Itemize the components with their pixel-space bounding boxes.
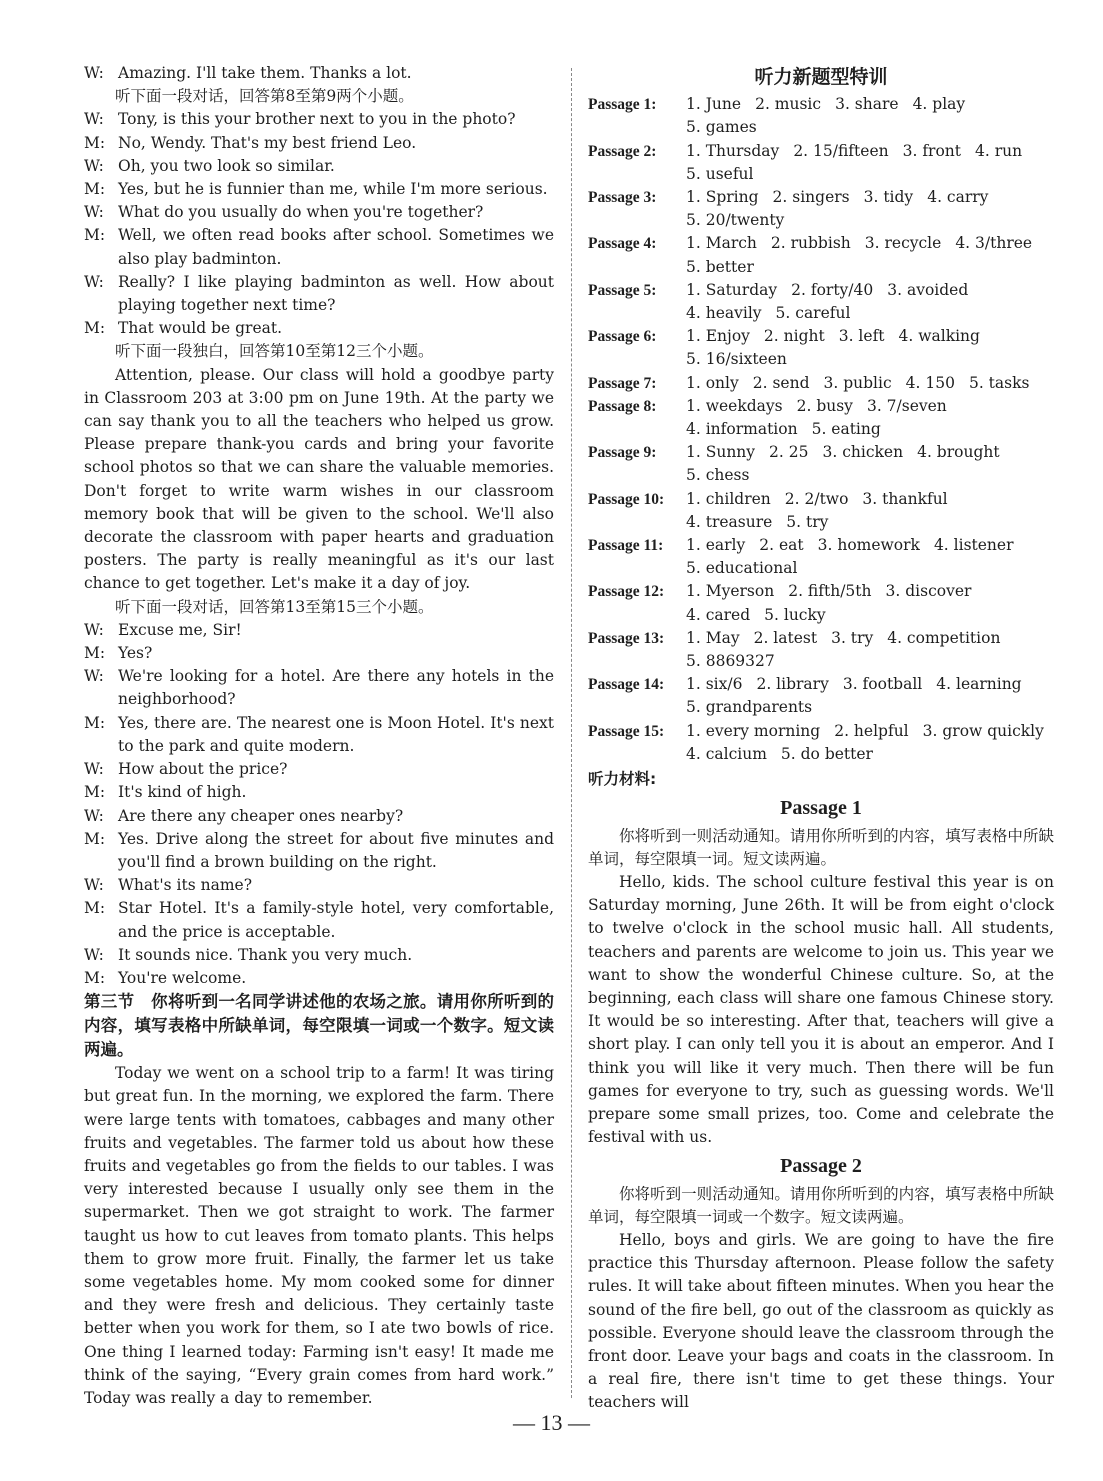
dialog-3 xyxy=(84,619,554,990)
answer-item: 1. Spring xyxy=(686,188,759,207)
answer-item: 5. educational xyxy=(686,559,798,578)
answer-item: 3. tidy xyxy=(863,188,914,207)
answer-item: 5. better xyxy=(686,257,754,276)
speaker-label: W: xyxy=(84,272,104,291)
answer-item: 5. useful xyxy=(686,164,754,183)
passage-2-instruction: 你将听到一则活动通知。请用你所听到的内容，填写表格中所缺单词，每空限填一词或一个数字。短文读两遍。 xyxy=(588,1184,1054,1226)
speaker-label: W: xyxy=(84,620,104,639)
answer-item: 5. tasks xyxy=(968,373,1030,392)
answer-item: 3. left xyxy=(838,327,885,346)
answer-item: 3. avoided xyxy=(887,280,969,299)
passage-label: Passage 9: xyxy=(588,444,657,462)
answer-item: 1. March xyxy=(686,234,757,253)
answer-item: 5. 16/sixteen xyxy=(686,350,787,369)
dialog-line xyxy=(84,805,554,828)
dialog-text: Yes, there are. The nearest one is Moon Hotel. It's next to the park and quite modern. xyxy=(118,713,554,755)
dialog-text: Star Hotel. It's a family-style hotel, very comfortable, and the price is acceptable. xyxy=(118,899,554,941)
answer-item: 3. thankful xyxy=(862,489,948,508)
passage-1-text: Hello, kids. The school culture festival this year is on Saturday morning, June 26th. It will be from eight o'clock to twelve o'clock in the school music hall. All students, teachers and parents are welcome to join us. This year we want to show the wonderful Chinese culture. So, at the beginning, each class will share one famous Chinese story. It would be so interesting. After that, teachers will give a short play. I can only tell you it is about an emperor. And I think you will like it very much. Then there will be fun games for everyone to try, such as guessing words. We'll prepare some small prizes, too. Come and celebrate the festival with us. xyxy=(588,872,1054,1147)
answer-item: 4. brought xyxy=(917,443,1000,462)
answer-row xyxy=(588,720,1054,766)
passage-label: Passage 7: xyxy=(588,374,657,392)
answer-item: 3. front xyxy=(902,141,962,160)
speaker-label: M: xyxy=(84,180,106,199)
answer-item: 1. Saturday xyxy=(686,280,778,299)
speaker-label: W: xyxy=(84,760,104,779)
dialog-line xyxy=(84,132,554,155)
answer-item: 2. 15/fifteen xyxy=(793,141,889,160)
dialog-line xyxy=(84,155,554,178)
answer-item: 2. rubbish xyxy=(770,234,851,253)
answer-item: 5. grandparents xyxy=(686,698,813,717)
dialog-line xyxy=(84,108,554,131)
answer-row xyxy=(588,372,1054,395)
dialog-text: No, Wendy. That's my best friend Leo. xyxy=(118,133,417,152)
answer-item: 1. weekdays xyxy=(686,396,783,415)
dialog-text: Yes? xyxy=(118,644,153,663)
dialog-text: We're looking for a hotel. Are there any hotels in the neighborhood? xyxy=(118,667,554,709)
dialog-line xyxy=(84,828,554,874)
passage-label: Passage 13: xyxy=(588,629,665,647)
answer-item: 5. games xyxy=(686,118,757,137)
answer-item: 1. Thursday xyxy=(686,141,780,160)
answer-item: 2. forty/40 xyxy=(791,280,874,299)
speaker-label: W: xyxy=(84,156,104,175)
materials-heading: 听力材料: xyxy=(588,770,657,789)
dialog-text: Excuse me, Sir! xyxy=(118,620,242,639)
dialog-text: How about the price? xyxy=(118,760,288,779)
dialog-text: That would be great. xyxy=(118,319,283,338)
answer-item: 2. latest xyxy=(753,628,818,647)
dialog-text: Oh, you two look so similar. xyxy=(118,156,335,175)
answer-item: 4. calcium xyxy=(686,744,767,763)
answer-item: 2. send xyxy=(752,373,810,392)
speaker-label: M: xyxy=(84,226,106,245)
page-number: — 13 — xyxy=(513,1410,590,1435)
dialog-line xyxy=(84,271,554,317)
dialog-line xyxy=(84,317,554,340)
answer-item: 3. football xyxy=(842,675,923,694)
dialog-line xyxy=(84,758,554,781)
passage-label: Passage 12: xyxy=(588,583,665,601)
passage-label: Passage 5: xyxy=(588,281,657,299)
speaker-label: M: xyxy=(84,783,106,802)
section-3-instruction: 第三节 你将听到一名同学讲述他的农场之旅。请用你所听到的内容，填写表格中所缺单词，每空限填一词或一个数字。短文读两遍。 xyxy=(84,992,554,1060)
speaker-label: W: xyxy=(84,667,104,686)
answer-row xyxy=(588,441,1054,487)
answer-item: 4. learning xyxy=(936,675,1022,694)
dialog-text: Really? I like playing badminton as well. How about playing together next time? xyxy=(118,272,554,315)
answer-item: 4. information xyxy=(686,420,798,439)
answer-row xyxy=(588,140,1054,186)
answer-item: 4. heavily xyxy=(686,304,762,323)
answer-item: 3. try xyxy=(831,628,874,647)
answer-item: 4. cared xyxy=(686,605,751,624)
answer-item: 3. discover xyxy=(885,582,972,601)
dialog-line xyxy=(84,178,554,201)
passage-label: Passage 15: xyxy=(588,722,665,740)
dialog-text: You're welcome. xyxy=(118,968,247,987)
answer-item: 4. competition xyxy=(887,628,1001,647)
answer-item: 5. eating xyxy=(811,420,881,439)
answer-item: 1. May xyxy=(686,628,740,647)
speaker-label: M: xyxy=(84,319,106,338)
dialog-line xyxy=(84,897,554,943)
answer-row xyxy=(588,325,1054,371)
answer-item: 2. music xyxy=(755,95,822,114)
passage-label: Passage 10: xyxy=(588,490,665,508)
dialog-line xyxy=(84,62,554,85)
speaker-label: W: xyxy=(84,806,104,825)
answer-item: 4. run xyxy=(975,141,1023,160)
passage-label: Passage 3: xyxy=(588,189,657,207)
dialog-line xyxy=(84,967,554,990)
instruction-10-12: 听下面一段独白，回答第10至第12三个小题。 xyxy=(115,342,434,361)
answer-item: 3. grow quickly xyxy=(922,721,1044,740)
passage-label: Passage 14: xyxy=(588,676,665,694)
monologue-text: Attention, please. Our class will hold a goodbye party in Classroom 203 at 3:00 pm on June 19th. At the party we can say thank you to all the teachers who helped us grow. Please prepare thank-you cards and bring your favorite school photos so that we can share the valuable memories. Don't forget to write warm wishes in our classroom memory book that will be given to the school. We'll also decorate the classroom with paper hearts and graduation posters. The party is really meaningful as it's our last chance to get together. Let's make it a day of joy. xyxy=(84,365,554,593)
answer-item: 4. 3/three xyxy=(955,234,1033,253)
answer-item: 5. lucky xyxy=(764,605,826,624)
speaker-label: W: xyxy=(84,64,104,82)
answer-item: 2. singers xyxy=(772,188,850,207)
answer-row xyxy=(588,186,1054,232)
answer-row xyxy=(588,93,1054,139)
answer-item: 2. library xyxy=(756,675,829,694)
answer-row xyxy=(588,395,1054,441)
instruction-13-15: 听下面一段对话，回答第13至第15三个小题。 xyxy=(115,597,434,616)
answer-item: 1. every morning xyxy=(686,721,821,740)
answer-item: 3. share xyxy=(835,95,899,114)
farm-trip-text: Today we went on a school trip to a farm! It was tiring but great fun. In the morning, we explored the farm. There were large tents with tomatoes, cabbages and many other fruits and vegetables. The farmer told us about how these fruits and vegetables go from the fields to our tables. I was very interested because I usually only see them in the supermarket. Then we got straight to work. The farmer taught us how to cut leaves from tomato plants. This helps them to grow more fruit. Finally, the farmer let us take some vegetables home. My mom cooked some for dinner and they were fresh and delicious. They certainly taste better when you work for them, so I ate two bowls of rice. One thing I learned today: Farming isn't easy! It made me think of the saying, “Every grain comes from hard work.” Today was really a day to remember. xyxy=(84,1064,554,1407)
answer-item: 4. play xyxy=(912,95,966,114)
answer-item: 2. busy xyxy=(796,396,853,415)
answer-item: 5. chess xyxy=(686,466,750,485)
dialog-text: Amazing. I'll take them. Thanks a lot. xyxy=(118,64,412,82)
dialog-line xyxy=(84,665,554,711)
passage-label: Passage 8: xyxy=(588,397,657,415)
dialog-line xyxy=(84,712,554,758)
speaker-label: M: xyxy=(84,644,106,663)
answer-item: 5. do better xyxy=(780,744,873,763)
answer-item: 5. 20/twenty xyxy=(686,211,785,230)
answer-item: 5. try xyxy=(786,512,829,531)
answer-item: 4. listener xyxy=(933,536,1014,555)
dialog-line xyxy=(84,781,554,804)
speaker-label: W: xyxy=(84,945,104,964)
dialog-text: Are there any cheaper ones nearby? xyxy=(118,806,404,825)
dialog-1-end xyxy=(84,62,554,85)
speaker-label: M: xyxy=(84,713,106,732)
dialog-text: Well, we often read books after school. Sometimes we also play badminton. xyxy=(118,226,554,268)
answer-item: 2. helpful xyxy=(834,721,909,740)
dialog-2 xyxy=(84,108,554,340)
speaker-label: M: xyxy=(84,133,106,152)
passage-1-instruction: 你将听到一则活动通知。请用你所听到的内容，填写表格中所缺单词，每空限填一词。短文读两遍。 xyxy=(588,826,1054,868)
dialog-line xyxy=(84,619,554,642)
answer-key xyxy=(588,93,1054,766)
passage-label: Passage 6: xyxy=(588,328,657,346)
answer-item: 3. public xyxy=(823,373,892,392)
passage-label: Passage 4: xyxy=(588,235,657,253)
dialog-line xyxy=(84,201,554,224)
answer-item: 3. homework xyxy=(817,536,920,555)
answer-item: 2. night xyxy=(763,327,825,346)
passage-1-title: Passage 1 xyxy=(780,797,862,820)
passage-2-text: Hello, boys and girls. We are going to have the fire practice this Thursday afternoon. Please follow the safety rules. It will take about fifteen minutes. When you hear the sound of the fire bell, go out of the classroom as quickly as possible. Everyone should leave the classroom through the front door. Leave your bags and coats in the classroom. In a real fire, there isn't time to get these things. Your teachers will xyxy=(588,1230,1054,1412)
section-title: 听力新题型特训 xyxy=(754,66,888,88)
answer-item: 3. chicken xyxy=(822,443,904,462)
answer-item: 2. eat xyxy=(759,536,804,555)
answer-item: 1. June xyxy=(686,95,742,114)
answer-item: 3. 7/seven xyxy=(866,396,947,415)
answer-item: 4. 150 xyxy=(905,373,955,392)
answer-item: 2. 2/two xyxy=(784,489,849,508)
answer-row xyxy=(588,673,1054,719)
right-column xyxy=(588,62,1054,1415)
answer-row xyxy=(588,232,1054,278)
answer-item: 3. recycle xyxy=(864,234,942,253)
speaker-label: W: xyxy=(84,203,104,222)
answer-item: 4. walking xyxy=(898,327,980,346)
speaker-label: W: xyxy=(84,110,104,129)
speaker-label: M: xyxy=(84,968,106,987)
answer-item: 1. six/6 xyxy=(686,675,743,694)
answer-item: 5. 8869327 xyxy=(686,652,775,671)
column-divider xyxy=(571,68,572,1398)
instruction-8-9: 听下面一段对话，回答第8至第9两个小题。 xyxy=(115,87,414,106)
dialog-text: Tony, is this your brother next to you in the photo? xyxy=(118,110,516,129)
left-column xyxy=(84,62,554,1410)
dialog-text: It's kind of high. xyxy=(118,783,247,802)
answer-item: 1. Enjoy xyxy=(686,327,750,346)
answer-item: 1. only xyxy=(686,373,739,392)
answer-item: 4. treasure xyxy=(686,512,773,531)
dialog-line xyxy=(84,874,554,897)
answer-row xyxy=(588,580,1054,626)
answer-item: 1. children xyxy=(686,489,771,508)
passage-2-title: Passage 2 xyxy=(780,1155,862,1178)
answer-row xyxy=(588,488,1054,534)
dialog-line xyxy=(84,944,554,967)
answer-row xyxy=(588,279,1054,325)
dialog-text: What do you usually do when you're together? xyxy=(118,203,484,222)
answer-item: 5. careful xyxy=(775,304,851,323)
answer-row xyxy=(588,534,1054,580)
dialog-text: What's its name? xyxy=(118,876,252,895)
answer-item: 1. early xyxy=(686,536,746,555)
answer-item: 4. carry xyxy=(927,188,989,207)
dialog-text: Yes, but he is funnier than me, while I'm more serious. xyxy=(118,180,548,199)
answer-item: 1. Myerson xyxy=(686,582,775,601)
passage-label: Passage 11: xyxy=(588,537,664,555)
speaker-label: M: xyxy=(84,899,106,918)
passage-label: Passage 2: xyxy=(588,142,657,160)
answer-row xyxy=(588,627,1054,673)
passage-label: Passage 1: xyxy=(588,96,657,114)
dialog-text: Yes. Drive along the street for about five minutes and you'll find a brown building on the right. xyxy=(118,829,554,871)
dialog-line xyxy=(84,224,554,270)
dialog-line xyxy=(84,642,554,665)
answer-item: 2. 25 xyxy=(769,443,809,462)
speaker-label: W: xyxy=(84,876,104,895)
answer-item: 1. Sunny xyxy=(686,443,756,462)
dialog-text: It sounds nice. Thank you very much. xyxy=(118,945,413,964)
speaker-label: M: xyxy=(84,829,106,848)
answer-item: 2. fifth/5th xyxy=(788,582,872,601)
